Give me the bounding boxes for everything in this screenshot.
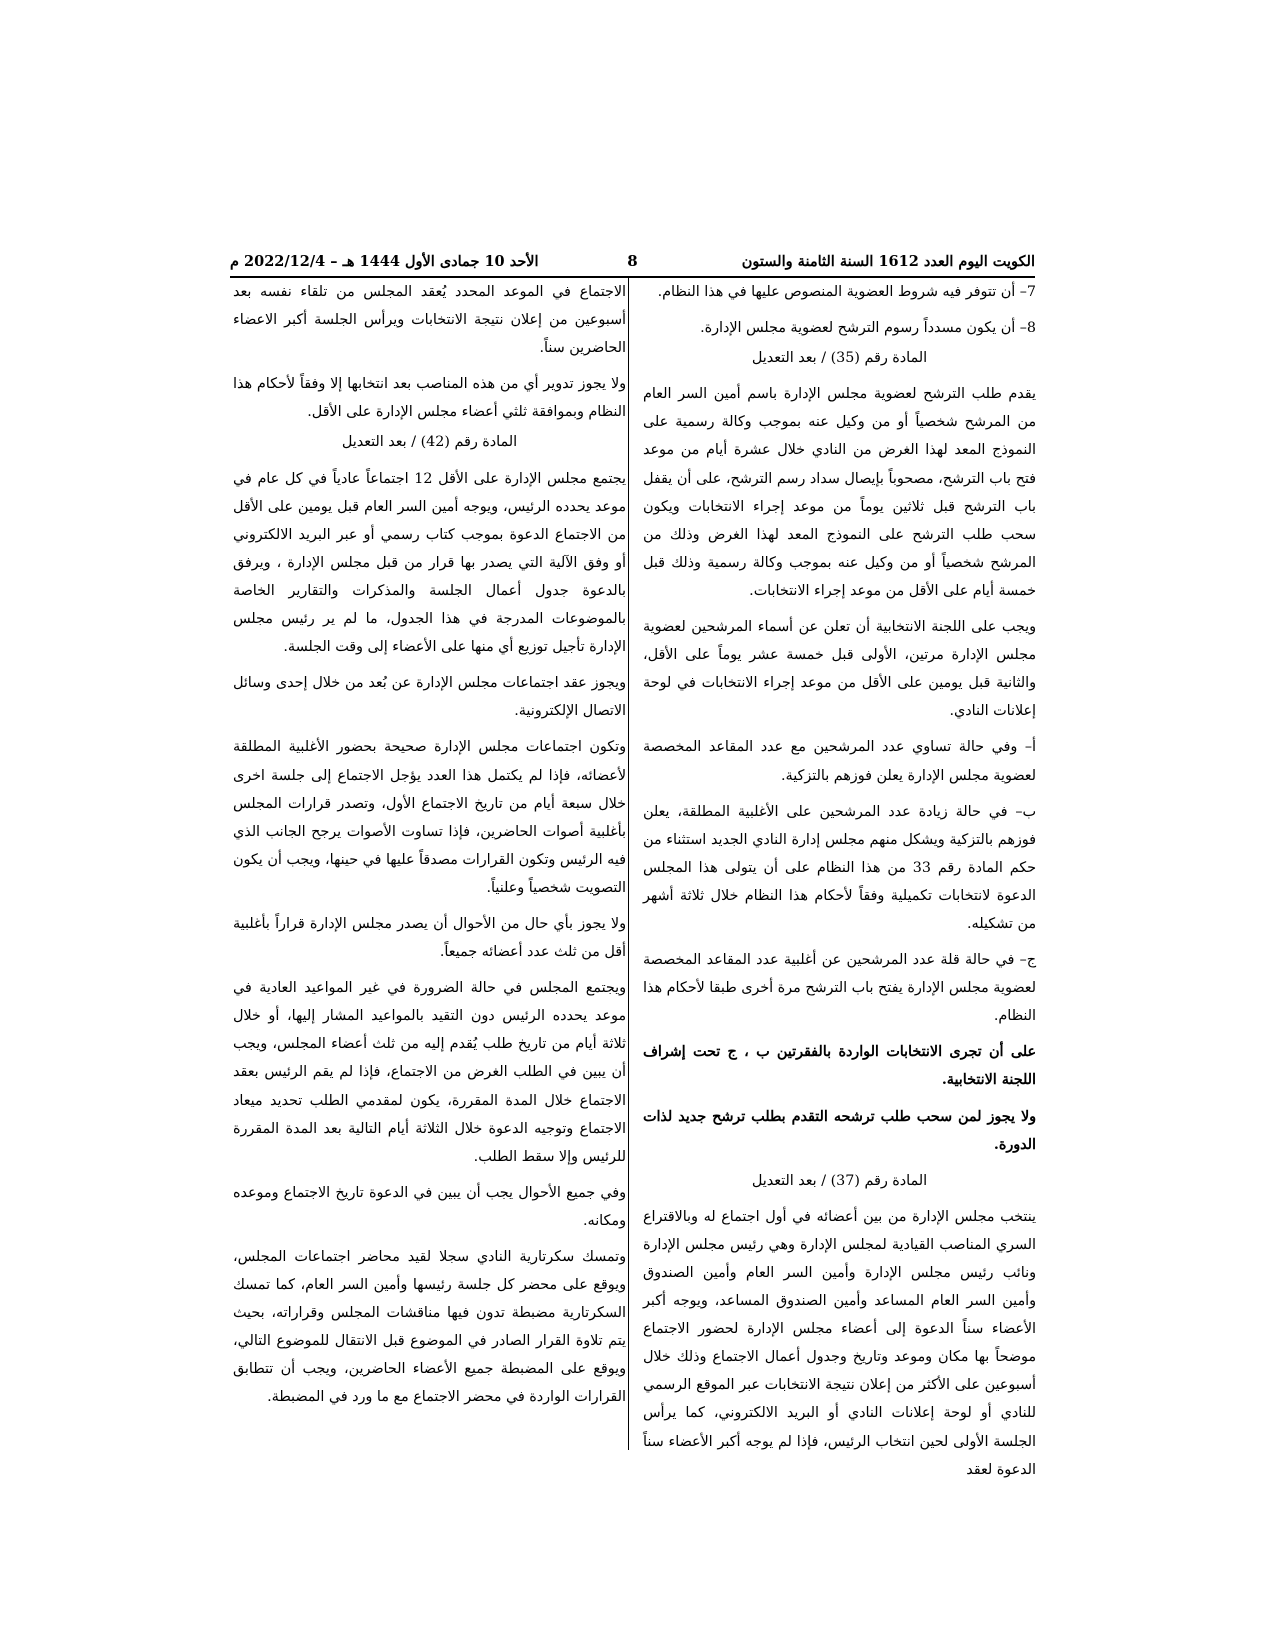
- paragraph: 8– أن يكون مسدداً رسوم الترشح لعضوية مجلس الإدارة.: [700, 320, 1036, 337]
- page-header: [230, 236, 1035, 278]
- paragraph: ولا يجوز تدوير أي من هذه المناصب بعد انتخابها إلا وفقاً لأحكام هذا النظام وبموافقة ثلثي أعضاء مجلس الإدارة على الأقل.: [233, 376, 626, 421]
- paragraph: يجتمع مجلس الإدارة على الأقل 12 اجتماعاً عادياً في كل عام في موعد يحدده الرئيس، ويوجه أمين السر العام قبل يومين على الأقل من الاجتماع الدعوة بموجب كتاب رسمي أو عبر البريد الالكتروني أو وفق الآلية التي يصدر بها قرار من قبل مجلس الإدارة ، ويرفق بالدعوة جدول أعمال الجلسة والمذكرات والتقارير الخاصة بالموضوعات المدرجة في هذا الجدول، ما لم ير رئيس مجلس الإدارة تأجيل توزيع أي منها على الأعضاء إلى وقت الجلسة.: [233, 470, 626, 656]
- paragraph: وتكون اجتماعات مجلس الإدارة صحيحة بحضور الأغلبية المطلقة لأعضائه، فإذا لم يكتمل هذا العدد يؤجل الاجتماع إلى جلسة اخرى خلال سبعة أيام من تاريخ الاجتماع الأول، وتصدر قرارات المجلس بأغلبية أصوات الحاضرين، فإذا تساوت الأصوات يرجح الجانب الذي فيه الرئيس وتكون القرارات مصدقاً عليها في حينها، ويجب أن يكون التصويت شخصياً وعلنياً.: [233, 739, 626, 896]
- paragraph: الاجتماع في الموعد المحدد يُعقد المجلس من تلقاء نفسه بعد أسبوعين من إعلان نتيجة الانتخابات ويرأس الجلسة أكبر الاعضاء الحاضرين سناً.: [233, 284, 626, 357]
- article-heading: المادة رقم (37) / بعد التعديل: [751, 1172, 928, 1189]
- right-column: [643, 278, 1036, 1492]
- paragraph: ولا يجوز لمن سحب طلب ترشحه التقدم بطلب ترشح جديد لذات الدورة.: [643, 1108, 1036, 1153]
- article-heading: المادة رقم (35) / بعد التعديل: [751, 350, 928, 367]
- paragraph: ج– في حالة قلة عدد المرشحين عن أغلبية عدد المقاعد المخصصة لعضوية مجلس الإدارة يفتح باب الترشح مرة أخرى طبقا لأحكام هذا النظام.: [643, 952, 1036, 1025]
- header-publication: الكويت اليوم العدد 1612 السنة الثامنة والستون: [741, 253, 1035, 270]
- paragraph: أ– وفي حالة تساوي عدد المرشحين مع عدد المقاعد المخصصة لعضوية مجلس الإدارة يعلن فوزهم بالتزكية.: [643, 739, 1036, 784]
- paragraph: يقدم طلب الترشح لعضوية مجلس الإدارة باسم أمين السر العام من المرشح شخصياً أو من وكيل عنه بموجب وكالة رسمية على النموذج المعد لهذا الغرض من النادي خلال عشرة أيام من موعد فتح باب الترشح، مصحوباً بإيصال سداد رسم الترشح، على أن يقفل باب الترشح قبل ثلاثين يوماً من موعد إجراء الانتخابات ويكون سحب طلب الترشح على النموذج المعد لهذا الغرض وذلك من المرشح شخصياً أو من وكيل عنه بموجب وكالة رسمية وذلك قبل خمسة أيام على الأقل من موعد إجراء الانتخابات.: [643, 386, 1036, 599]
- paragraph: على أن تجرى الانتخابات الواردة بالفقرتين ب ، ج تحت إشراف اللجنة الانتخابية.: [643, 1044, 1036, 1089]
- paragraph: 7– أن تتوفر فيه شروط العضوية المنصوص عليها في هذا النظام.: [657, 284, 1036, 300]
- paragraph: وفي جميع الأحوال يجب أن يبين في الدعوة تاريخ الاجتماع وموعده ومكانه.: [233, 1184, 626, 1229]
- paragraph: وتمسك سكرتارية النادي سجلا لقيد محاضر اجتماعات المجلس، ويوقع على محضر كل جلسة رئيسها وأمين السر العام، كما تمسك السكرتارية مضبطة تدون فيها مناقشات المجلس وقراراته، بحيث يتم تلاوة القرار الصادر في الموضوع قبل الانتقال للموضوع التالي، ويوقع على المضبطة جميع الأعضاء الحاضرين، ويجب أن تتطابق القرارات الواردة في محضر الاجتماع مع ما ورد في المضبطة.: [233, 1249, 626, 1406]
- article-heading: المادة رقم (42) / بعد التعديل: [341, 434, 518, 451]
- header-date: الأحد 10 جمادى الأول 1444 هـ – 2022/12/4 م: [230, 253, 539, 270]
- paragraph: ينتخب مجلس الإدارة من بين أعضائه في أول اجتماع له وبالاقتراع السري المناصب القيادية لمجلس الإدارة وهي رئيس مجلس الإدارة ونائب رئيس مجلس الإدارة وأمين السر العام وأمين الصندوق وأمين السر العام المساعد وأمين الصندوق المساعد، ويوجه أكبر الأعضاء سناً الدعوة إلى أعضاء مجلس الإدارة لحضور الاجتماع موضحاً بها مكان وموعد وتاريخ وجدول أعمال الاجتماع وذلك خلال أسبوعين على الأكثر من إعلان نتيجة الانتخابات عبر الموقع الرسمي للنادي أو لوحة إعلانات النادي أو البريد الالكتروني، كما يرأس الجلسة الأولى لحين انتخاب الرئيس، فإذا لم يوجه أكبر الأعضاء سناً الدعوة لعقد: [643, 1208, 1036, 1478]
- paragraph: ويجب على اللجنة الانتخابية أن تعلن عن أسماء المرشحين لعضوية مجلس الإدارة مرتين، الأولى قبل خمسة عشر يوماً على الأقل، والثانية قبل يومين على الأقل من موعد إجراء الانتخابات في لوحة إعلانات النادي.: [643, 619, 1036, 720]
- paragraph: ويجوز عقد اجتماعات مجلس الإدارة عن بُعد من خلال إحدى وسائل الاتصال الإلكترونية.: [233, 675, 626, 720]
- column-divider: [628, 276, 629, 1450]
- paragraph: ويجتمع المجلس في حالة الضرورة في غير المواعيد العادية في موعد يحدده الرئيس دون التقيد بالمواعيد المشار إليها، أو خلال ثلاثة أيام من تاريخ طلب يُقدم إليه من ثلث أعضاء المجلس، ويجب أن يبين في الطلب الغرض من الاجتماع، فإذا لم يقم الرئيس بعقد الاجتماع خلال المدة المقررة، يكون لمقدمي الطلب تحديد ميعاد الاجتماع وتوجيه الدعوة خلال الثلاثة أيام التالية بعد المدة المقررة للرئيس وإلا سقط الطلب.: [233, 980, 626, 1165]
- left-column: [233, 278, 626, 1420]
- paragraph: ولا يجوز بأي حال من الأحوال أن يصدر مجلس الإدارة قراراً بأغلبية أقل من ثلث عدد أعضائه جميعاً.: [233, 915, 626, 961]
- paragraph: ب– في حالة زيادة عدد المرشحين على الأغلبية المطلقة، يعلن فوزهم بالتزكية ويشكل منهم مجلس إدارة النادي الجديد استثناء من حكم المادة رقم 33 من هذا النظام على أن يتولى هذا المجلس الدعوة لانتخابات تكميلية وفقاً لأحكام هذا النظام خلال ثلاثة أشهر من تشكيله.: [643, 803, 1036, 932]
- page-number: 8: [627, 252, 638, 270]
